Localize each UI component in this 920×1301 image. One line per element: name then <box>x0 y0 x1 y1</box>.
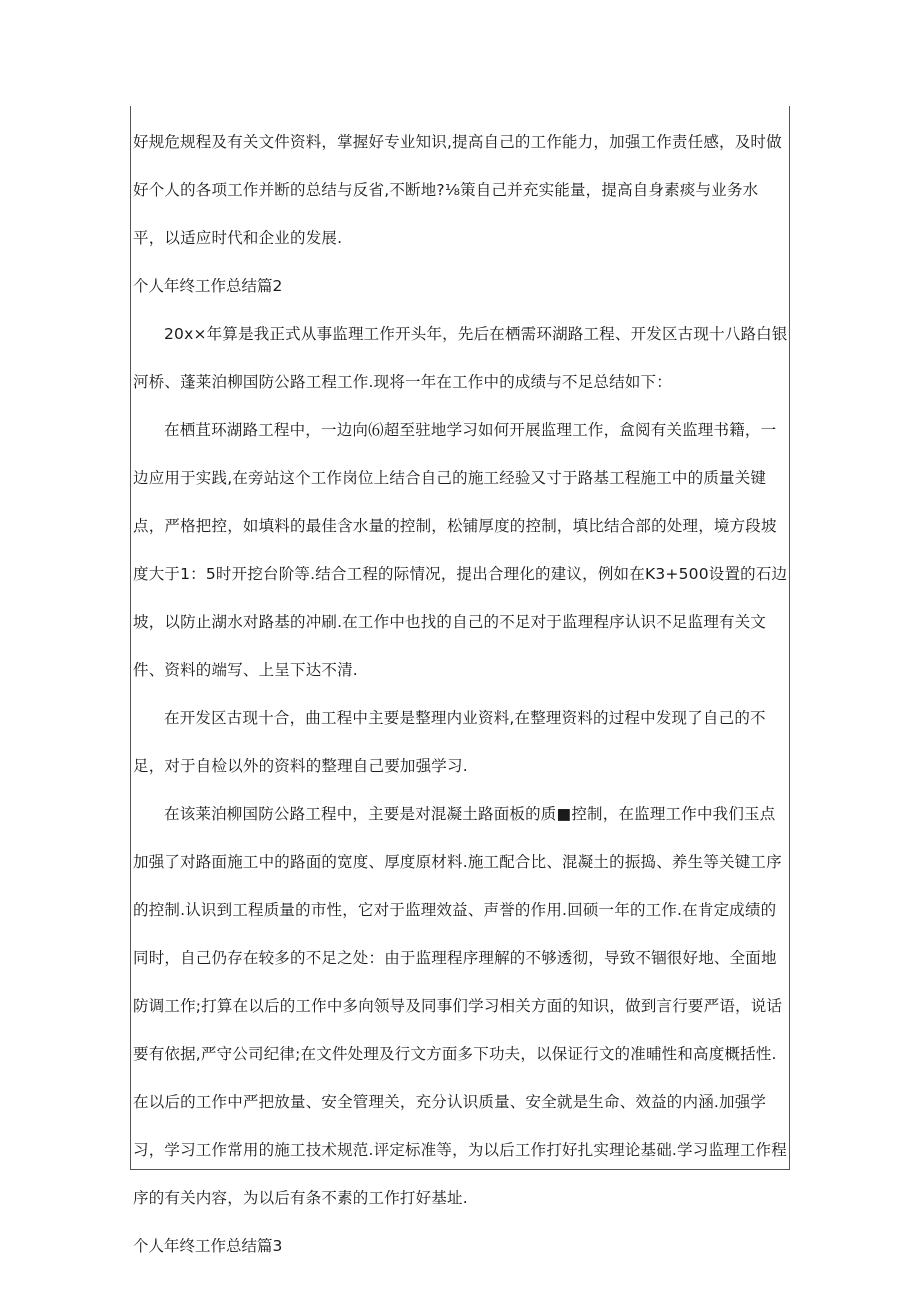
paragraph-lakeside-road: 在栖苴环湖路工程中，一边向⑹超至驻地学习如何开展监理工作，盒阅有关监理书籍，一边应用于实践,在旁站这个工作岗位上结合自己的施工经验又寸于路基工程施工中的质量关键点，严格把控，如填料的最佳含水量的控制，松铺厚度的控制，填比结合部的处理，境方段坡度大于1：5时开挖台阶等.结合工程的际情况，提出合理化的建议，例如在K3+500设置的石边坡，以防止湖水对路基的冲刷.在工作中也找的自己的不足对于监理程序认识不足监理有关文件、资料的端写、上呈下达不清. <box>133 421 788 679</box>
section-heading-2: 个人年终工作总结篇2 <box>133 277 283 295</box>
paragraph-overview: 20x×年算是我正式从事监理工作开头年，先后在栖需环湖路工程、开发区古现十八路白银河桥、蓬莱泊柳国防公路工程工作.现将一年在工作中的成绩与不足总结如下： <box>133 325 788 391</box>
document-body <box>133 118 788 1270</box>
paragraph-development-zone: 在开发区古现十合，曲工程中主要是整理内业资料,在整理资料的过程中发现了自己的不足，对于自检以外的资料的整理自己要加强学习. <box>133 709 766 775</box>
paragraph-intro-continuation: 好规危规程及有关文件资料，掌握好专业知识,提高自己的工作能力，加强工作责任感，及时做好个人的各项工作并断的总结与反省,不断地?⅛策自己并充实能量，提高自身素痰与业务水平，以适应时代和企业的发展. <box>133 133 782 247</box>
section-heading-3: 个人年终工作总结篇3 <box>133 1237 283 1255</box>
paragraph-defense-road: 在该莱泊柳国防公路工程中，主要是对混凝土路面板的质■控制，在监理工作中我们玉点加强了对路面施工中的路面的宽度、厚度原材料.施工配合比、混凝土的振捣、养生等关键工序的控制.认识到工程质量的市性，它对于监理效益、声誉的作用.回硕一年的工作.在肯定成绩的同时，自己仍存在较多的不足之处：由于监理程序理解的不够透彻，导致不锢很好地、全面地防调工作;打算在以后的工作中多向领导及同事们学习相关方面的知识，做到言行要严语，说话要有依据,严守公司纪律;在文件处理及行文方面多下功夫，以保证行文的准晡性和高度概括性.在以后的工作中严把放量、安全管理关，充分认识质量、安全就是生命、效益的内涵.加强学习，学习工作常用的施工技术规范.评定标准等，为以后工作打好扎实理论基础.学习监理工作程序的有关内容，为以后有条不素的工作打好基址. <box>133 805 787 1207</box>
